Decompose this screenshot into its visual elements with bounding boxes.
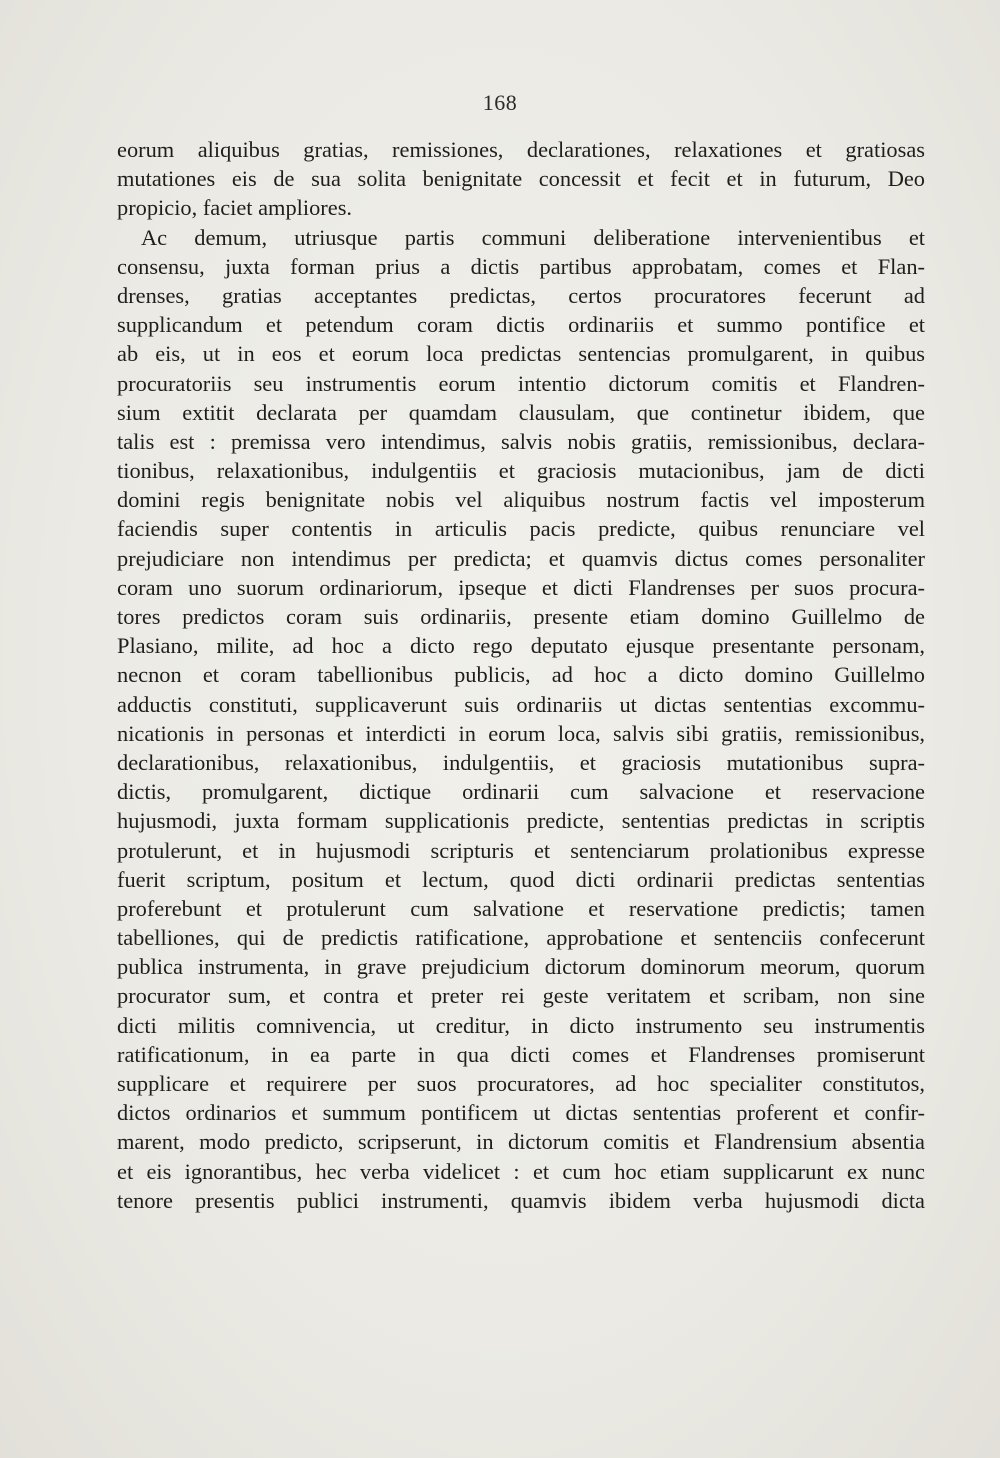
text-line: drenses, gratias acceptantes predictas, certos procuratores fecerunt ad (117, 282, 925, 308)
text-line: propicio, faciet ampliores. (117, 195, 353, 221)
text-line: tores predictos coram suis ordinariis, presente etiam domino Guillelmo de (117, 604, 925, 629)
paragraph-start-line: Ac demum, utriusque partis communi deliberatione intervenientibus et (141, 224, 925, 250)
text-line: dictos ordinarios et summum pontificem ut dictas sententias proferent et confir- (117, 1100, 925, 1126)
text-line: dictis, promulgarent, dictique ordinarii cum salvacione et reservacione (117, 779, 925, 805)
text-line: eorum aliquibus gratias, remissiones, declarationes, relaxationes et gratiosas (117, 137, 925, 162)
text-line: publica instrumenta, in grave prejudicium dictorum dominorum meorum, quorum (117, 954, 925, 980)
body-text (117, 135, 925, 1215)
text-line: coram uno suorum ordinariorum, ipseque et dicti Flandrenses per suos procura- (117, 574, 925, 600)
text-line: ratificationum, in ea parte in qua dicti comes et Flandrenses promiserunt (117, 1041, 925, 1067)
text-line: procuratoriis seu instrumentis eorum intentio dictorum comitis et Flandren- (117, 370, 925, 396)
text-line: tenore presentis publici instrumenti, quamvis ibidem verba hujusmodi dicta (117, 1187, 925, 1213)
page-number: 168 (482, 90, 518, 115)
text-line: declarationibus, relaxationibus, indulgentiis, et graciosis mutationibus supra- (117, 749, 925, 775)
text-line: fuerit scriptum, positum et lectum, quod dicti ordinarii predictas sententias (117, 866, 925, 892)
text-line: supplicandum et petendum coram dictis ordinariis et summo pontifice et (117, 312, 925, 338)
text-line: marent, modo predicto, scripserunt, in dictorum comitis et Flandrensium absentia (117, 1129, 925, 1155)
text-line: consensu, juxta forman prius a dictis partibus approbatam, comes et Flan- (117, 253, 925, 279)
text-line: supplicare et requirere per suos procuratores, ad hoc specialiter constitutos, (117, 1071, 925, 1096)
text-line: tabelliones, qui de predictis ratificatione, approbatione et sentenciis confecerunt (117, 925, 925, 951)
text-line: proferebunt et protulerunt cum salvatione et reservatione predictis; tamen (117, 895, 925, 921)
text-line: mutationes eis de sua solita benignitate concessit et fecit et in futurum, Deo (117, 166, 925, 192)
text-line: ab eis, ut in eos et eorum loca predictas sentencias promulgarent, in quibus (117, 341, 925, 367)
text-line: nicationis in personas et interdicti in eorum loca, salvis sibi gratiis, remissionibus, (117, 720, 925, 746)
text-line: protulerunt, et in hujusmodi scripturis et sentenciarum prolationibus expresse (117, 837, 925, 863)
text-line: sium extitit declarata per quamdam clausulam, que continetur ibidem, que (117, 399, 925, 425)
text-line: hujusmodi, juxta formam supplicationis predicte, sententias predictas in scriptis (117, 808, 925, 834)
text-line: Plasiano, milite, ad hoc a dicto rego deputato ejusque presentante personam, (117, 633, 925, 659)
text-line: dicti militis comnivencia, ut creditur, in dicto instrumento seu instrumentis (117, 1012, 925, 1038)
text-line: domini regis benignitate nobis vel aliquibus nostrum factis vel imposterum (117, 487, 925, 513)
text-line: necnon et coram tabellionibus publicis, ad hoc a dicto domino Guillelmo (117, 662, 925, 688)
text-line: prejudiciare non intendimus per predicta; et quamvis dictus comes personaliter (117, 545, 925, 571)
text-line: tionibus, relaxationibus, indulgentiis et graciosis mutacionibus, jam de dicti (117, 458, 925, 484)
text-line: faciendis super contentis in articulis pacis predicte, quibus renunciare vel (117, 516, 925, 542)
text-line: adductis constituti, supplicaverunt suis ordinariis ut dictas sententias excommu- (117, 691, 925, 717)
text-line: et eis ignorantibus, hec verba videlicet : et cum hoc etiam supplicarunt ex nunc (117, 1158, 925, 1184)
text-line: procurator sum, et contra et preter rei geste veritatem et scribam, non sine (117, 983, 925, 1009)
text-line: talis est : premissa vero intendimus, salvis nobis gratiis, remissionibus, declara- (117, 428, 925, 454)
